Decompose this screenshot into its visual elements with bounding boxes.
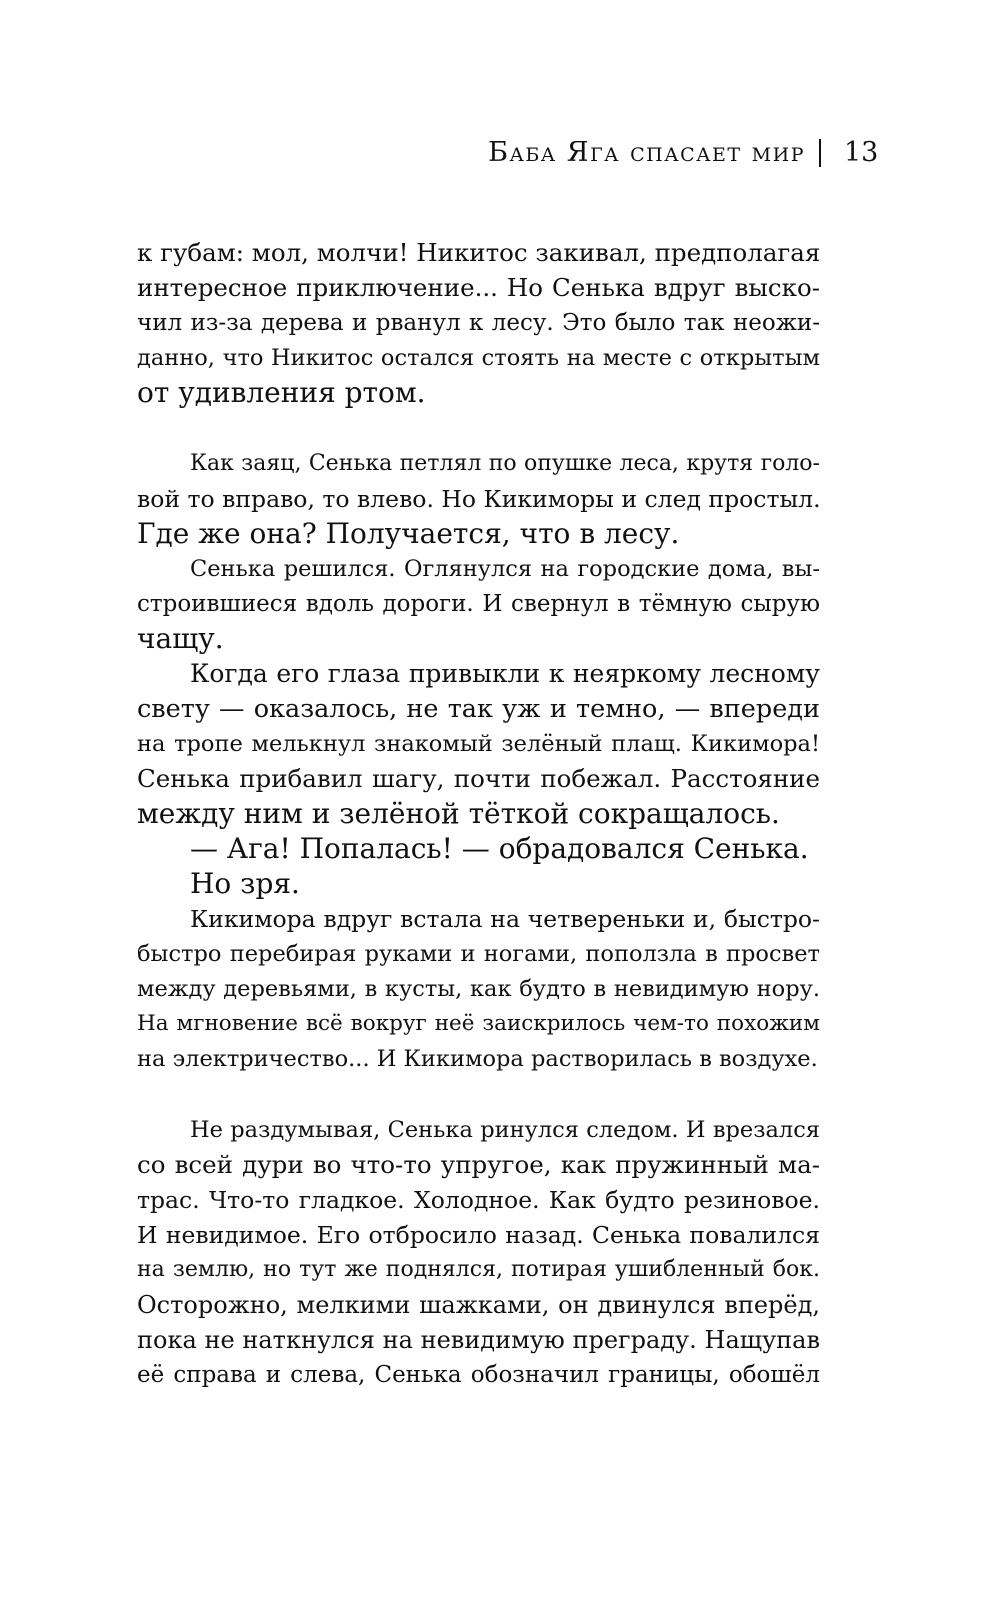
text-line: между ним и зелёной тёткой сокращалось.	[137, 797, 780, 830]
text-line: на электричество... И Кикимора растворилась в воздухе.	[137, 1046, 818, 1072]
text-line: со всей дури во что-то упругое, как пружинный ма-	[137, 1150, 820, 1179]
text-line: на землю, но тут же поднялся, потирая ушибленный бок.	[137, 1257, 820, 1282]
running-header-title: Баба Яга спасает мир	[488, 137, 805, 168]
text-line: данно, что Никитос остался стоять на месте с открытым	[137, 345, 820, 371]
text-line: между деревьями, в кусты, как будто в невидимую нору.	[137, 976, 820, 1002]
text-line: к губам: мол, молчи! Никитос закивал, предполагая	[137, 238, 821, 267]
running-header	[0, 133, 1000, 177]
text-line: интересное приключение... Но Сенька вдруг выско-	[137, 273, 820, 302]
text-line: И невидимое. Его отбросило назад. Сенька повалился	[137, 1221, 820, 1249]
text-line: чащу.	[137, 622, 224, 655]
text-line: от удивления ртом.	[137, 376, 426, 409]
text-line: На мгновение всё вокруг неё заискрилось чем-то похожим	[137, 1011, 820, 1036]
text-line: Когда его глаза привыкли к неяркому лесному	[190, 659, 820, 688]
text-line: вой то вправо, то влево. Но Кикиморы и след простыл.	[137, 485, 821, 513]
text-line: Сенька решился. Оглянулся на городские дома, вы-	[190, 556, 820, 582]
text-line: трас. Что-то гладкое. Холодное. Как будто резиновое.	[137, 1186, 820, 1214]
text-line: Кикимора вдруг встала на четвереньки и, быстро-	[190, 905, 820, 933]
text-line: её справа и слева, Сенька обозначил границы, обошёл	[137, 1362, 820, 1388]
text-line: строившиеся вдоль дороги. И свернул в тёмную сырую	[137, 591, 820, 617]
text-line: Осторожно, мелкими шажками, он двинулся вперёд,	[137, 1291, 820, 1319]
page-number: 13	[844, 137, 879, 168]
text-line: Но зря.	[190, 867, 300, 900]
header-divider	[819, 139, 821, 167]
text-line: чил из-за дерева и рванул к лесу. Это было так неожи-	[137, 310, 820, 336]
text-line: Где же она? Получается, что в лесу.	[137, 517, 680, 550]
text-line: — Ага! Попалась! — обрадовался Сенька.	[190, 832, 809, 865]
text-line: Не раздумывая, Сенька ринулся следом. И врезался	[190, 1117, 820, 1143]
text-line: Сенька прибавил шагу, почти побежал. Расстояние	[137, 764, 820, 793]
text-line: свету — оказалось, не так уж и темно, — впереди	[137, 694, 820, 724]
text-line: Как заяц, Сенька петлял по опушке леса, крутя голо-	[190, 451, 820, 476]
text-line: пока не наткнулся на невидимую преграду. Нащупав	[137, 1326, 820, 1354]
text-line: быстро перебирая руками и ногами, поползла в просвет	[137, 941, 820, 967]
text-line: на тропе мелькнул знакомый зелёный плащ. Кикимора!	[137, 731, 820, 757]
